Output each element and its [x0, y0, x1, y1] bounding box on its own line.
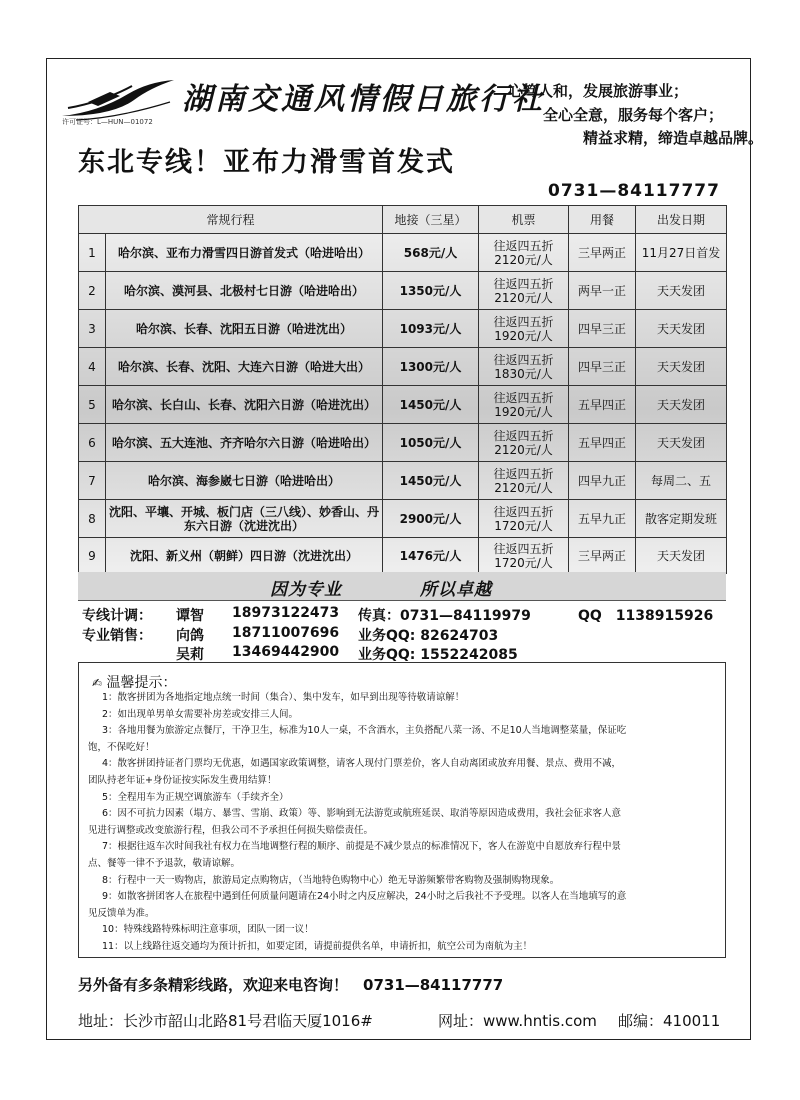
table-row [79, 310, 727, 348]
tip-line: 点、餐等一律不予退款，敬请谅解。 [88, 858, 241, 869]
ticket-discount: 往返四五折 [493, 390, 554, 405]
tip-line: 团队持老年证+身份证按实际发生费用结算！ [88, 775, 277, 786]
ticket-price: 1720元/人 [494, 518, 553, 533]
meal-plan: 两早一正 [569, 272, 636, 310]
air-ticket [479, 234, 569, 272]
table-row [79, 538, 727, 574]
route-name: 哈尔滨、漠河县、北极村七日游（哈进哈出） [106, 272, 383, 310]
air-ticket [479, 462, 569, 500]
tip-line: 5：全程用车为正规空调旅游车（手续齐全） [102, 791, 289, 803]
departure-date: 11月27日首发 [636, 234, 727, 272]
header-date: 出发日期 [636, 206, 727, 234]
ticket-price: 2120元/人 [494, 480, 553, 495]
route-name: 哈尔滨、亚布力滑雪四日游首发式（哈进哈出） [106, 234, 383, 272]
meal-plan: 五早四正 [569, 424, 636, 462]
local-price: 2900元/人 [383, 500, 479, 538]
meal-plan: 四早三正 [569, 310, 636, 348]
contact-label-2: 专业销售： [82, 628, 152, 644]
row-number: 3 [79, 310, 106, 348]
contact-qq-3: 业务QQ: 1552242085 [358, 647, 518, 663]
ticket-price: 2120元/人 [494, 442, 553, 457]
tip-line: 4：散客拼团持证者门票均无优惠，如遇国家政策调整，请客人现付门票差价，客人自动离团或放弃用餐、景点、费用不减， [102, 758, 622, 770]
departure-date: 天天发团 [636, 538, 727, 574]
departure-date: 天天发团 [636, 424, 727, 462]
tips-title-text: 温馨提示： [106, 675, 177, 691]
ticket-discount: 往返四五折 [493, 238, 554, 253]
website: 网址：www.hntis.com [438, 1012, 597, 1030]
header-route: 常规行程 [79, 206, 383, 234]
tip-line: 1：散客拼团为各地指定地点统一时间（集合）、集中发车，如早到出现等待敬请谅解！ [102, 692, 465, 703]
route-name: 哈尔滨、长春、沈阳、大连六日游（哈进大出） [106, 348, 383, 386]
tip-line: 9：如散客拼团客人在旅程中遇到任何质量问题请在24小时之内反应解决，24小时之后我社不予受理。以客人在当地填写的意 [102, 891, 627, 903]
table-row [79, 272, 727, 310]
ticket-price: 2120元/人 [494, 290, 553, 305]
local-price: 1450元/人 [383, 462, 479, 500]
row-number: 7 [79, 462, 106, 500]
table-row [79, 500, 727, 538]
tip-line: 见进行调整或改变旅游行程，但我公司不予承担任何损失赔偿责任。 [88, 824, 374, 836]
route-name: 哈尔滨、长春、沈阳五日游（哈进沈出） [106, 310, 383, 348]
local-price: 1093元/人 [383, 310, 479, 348]
row-number: 2 [79, 272, 106, 310]
local-price: 1300元/人 [383, 348, 479, 386]
header-meal: 用餐 [569, 206, 636, 234]
contact-phone-3: 13469442900 [232, 644, 340, 660]
slogan-line-3: 精益求精，缔造卓越品牌。 [583, 129, 764, 147]
air-ticket [479, 310, 569, 348]
table-row [79, 234, 727, 272]
row-number: 8 [79, 500, 106, 538]
motto-bar [78, 572, 726, 601]
ticket-discount: 往返四五折 [493, 276, 554, 291]
route-name: 沈阳、新义州（朝鲜）四日游（沈进沈出） [106, 538, 383, 574]
tip-line: 11：以上线路往返交通均为预计折扣，如要定团，请提前提供名单，申请折扣，航空公司为南航为主！ [102, 941, 533, 952]
air-ticket [479, 348, 569, 386]
table-row [79, 386, 727, 424]
tip-line: 10：特殊线路特殊标明注意事项，团队一团一议！ [102, 924, 314, 936]
contact-name-3: 吴莉 [176, 647, 204, 663]
route-name: 哈尔滨、五大连池、齐齐哈尔六日游（哈进哈出） [106, 424, 383, 462]
header-price: 地接（三星） [383, 206, 479, 234]
ticket-price: 1720元/人 [494, 555, 553, 570]
meal-plan: 三早两正 [569, 538, 636, 574]
contact-name-1: 谭智 [176, 608, 204, 624]
tip-line: 3：各地用餐为旅游定点餐厅，干净卫生，标准为10人一桌，不含酒水，主负搭配八菜一汤、不足10人当地调整菜量，保证吃 [102, 725, 627, 737]
tip-line: 饱，不保吃好！ [88, 741, 155, 753]
license-number: 许可证号：L—HUN—01072 [62, 118, 153, 126]
more-routes-note: 另外备有多条精彩线路，欢迎来电咨询！ 0731—84117777 [78, 976, 504, 994]
table-header-row [79, 206, 727, 234]
departure-date: 天天发团 [636, 272, 727, 310]
hotline-number: 0731—84117777 [548, 181, 720, 201]
tip-line: 6：因不可抗力因素（塌方、暴雪、雪崩、政策）等、影响到无法游览或航班延误、取消等原因造成费用，我社会征求客人意 [102, 808, 622, 820]
address: 地址：长沙市韶山北路81号君临天厦1016# [78, 1012, 373, 1030]
local-price: 1050元/人 [383, 424, 479, 462]
local-price: 1350元/人 [383, 272, 479, 310]
tip-line: 见反馈单为准。 [88, 907, 155, 919]
row-number: 1 [79, 234, 106, 272]
header-ticket: 机票 [479, 206, 569, 234]
meal-plan: 三早两正 [569, 234, 636, 272]
row-number: 5 [79, 386, 106, 424]
itinerary-table [78, 205, 727, 574]
table-row [79, 424, 727, 462]
pen-icon: ✍ [92, 676, 103, 690]
route-name: 哈尔滨、海参崴七日游（哈进哈出） [106, 462, 383, 500]
local-price: 1476元/人 [383, 538, 479, 574]
row-number: 6 [79, 424, 106, 462]
air-ticket [479, 500, 569, 538]
contact-label-1: 专线计调： [82, 608, 152, 624]
ticket-discount: 往返四五折 [493, 314, 554, 329]
ticket-discount: 往返四五折 [493, 428, 554, 443]
meal-plan: 四早九正 [569, 462, 636, 500]
meal-plan: 五早九正 [569, 500, 636, 538]
company-name: 湖南交通风情假日旅行社 [182, 82, 545, 117]
local-price: 1450元/人 [383, 386, 479, 424]
air-ticket [479, 272, 569, 310]
row-number: 4 [79, 348, 106, 386]
ticket-discount: 往返四五折 [493, 466, 554, 481]
tip-line: 2：如出现单男单女需要补房差或安排三人间。 [102, 708, 299, 720]
meal-plan: 五早四正 [569, 386, 636, 424]
departure-date: 每周二、五 [636, 462, 727, 500]
ticket-price: 2120元/人 [494, 252, 553, 267]
local-price: 568元/人 [383, 234, 479, 272]
qq-number: QQ 1138915926 [578, 608, 714, 624]
tips-title [92, 672, 177, 692]
contact-name-2: 向鸽 [176, 628, 204, 644]
meal-plan: 四早三正 [569, 348, 636, 386]
departure-date: 天天发团 [636, 310, 727, 348]
motto-part-1: 因为专业 [270, 580, 342, 600]
air-ticket [479, 538, 569, 574]
contact-qq-2: 业务QQ: 82624703 [358, 628, 499, 644]
table-row [79, 462, 727, 500]
row-number: 9 [79, 538, 106, 574]
contact-phone-1: 18973122473 [232, 605, 340, 621]
ticket-price: 1830元/人 [494, 366, 553, 381]
fax-number: 传真：0731—84119979 [358, 608, 531, 624]
air-ticket [479, 424, 569, 462]
route-name: 哈尔滨、长白山、长春、沈阳六日游（哈进沈出） [106, 386, 383, 424]
tip-line: 7：根据往返车次时间我社有权力在当地调整行程的顺序、前提是不减少景点的标准情况下，客人在游览中自愿放弃行程中景 [102, 841, 622, 853]
air-ticket [479, 386, 569, 424]
motto-part-2: 所以卓越 [420, 580, 492, 600]
ticket-price: 1920元/人 [494, 404, 553, 419]
slogan-line-2: 全心全意，服务每个客户； [543, 106, 724, 124]
postcode: 邮编：410011 [618, 1012, 721, 1030]
headline: 东北专线！亚布力滑雪首发式 [78, 147, 455, 178]
slogan-line-1: 心笃人和，发展旅游事业； [508, 82, 689, 100]
departure-date: 散客定期发班 [636, 500, 727, 538]
ticket-discount: 往返四五折 [493, 352, 554, 367]
table-row [79, 348, 727, 386]
departure-date: 天天发团 [636, 348, 727, 386]
tip-line: 8：行程中一天一购物店，旅游局定点购物店，（当地特色购物中心）绝无导游频繁带客购物及强制购物现象。 [102, 874, 560, 886]
ticket-price: 1920元/人 [494, 328, 553, 343]
departure-date: 天天发团 [636, 386, 727, 424]
ticket-discount: 往返四五折 [493, 504, 554, 519]
ticket-discount: 往返四五折 [493, 541, 554, 556]
route-name: 沈阳、平壤、开城、板门店（三八线）、妙香山、丹东六日游（沈进沈出） [106, 500, 383, 538]
contact-phone-2: 18711007696 [232, 625, 340, 641]
